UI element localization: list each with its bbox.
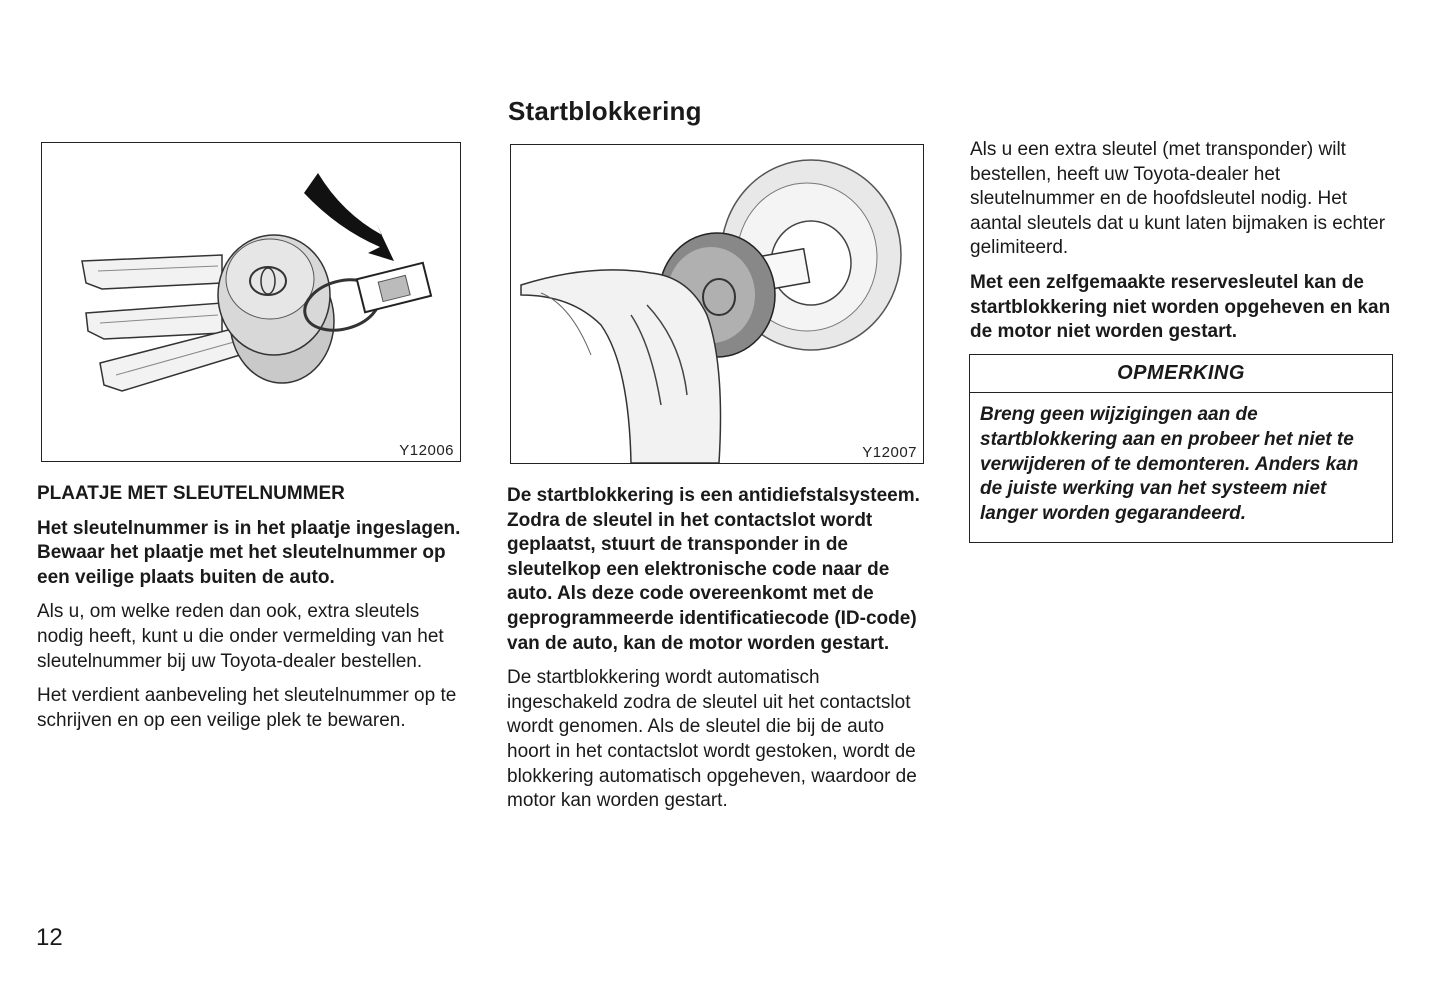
order-key-paragraph: Als u een extra sleutel (met transponder) wilt bestellen, heeft uw Toyota-dealer het sleutelnummer en de hoofdsleutel nodig. Het aantal sleutels dat u kunt laten bijmaken is echter gelimiteerd. [970, 139, 1386, 259]
center-column [507, 484, 932, 824]
immobilizer-bold-paragraph: De startblokkering is een antidiefstalsysteem. Zodra de sleutel in het contactslot wordt geplaatst, stuurt de transponder in de sleutelkop een elektronische code naar de auto. Als deze code overeenkomt met de geprogrammeerde identificatiecode (ID-code) van de auto, kan de motor worden gestart. [507, 485, 920, 654]
immobilizer-paragraph: De startblokkering wordt automatisch ingeschakeld zodra de sleutel uit het contactslot wordt genomen. Als de sleutel die bij de auto hoort in het contactslot wordt gestoken, wordt de blokkering automatisch opgeheven, waardoor de motor kan worden gestart. [507, 667, 917, 812]
section-heading: PLAATJE MET SLEUTELNUMMER [37, 483, 345, 504]
note-text: Breng geen wijzigingen aan de startblokkering aan en probeer het niet te verwijderen of te demonteren. Anders kan de juiste werking van het systeem niet langer worden gegarandeerd. [980, 404, 1359, 525]
key-in-ignition-illustration [511, 145, 923, 463]
advice-paragraph: Het verdient aanbeveling het sleutelnummer op te schrijven en op een veilige plek te bewaren. [37, 685, 457, 731]
left-column [37, 482, 467, 743]
note-title: OPMERKING [970, 355, 1392, 393]
figure-keys [41, 142, 461, 462]
key-plate-bold-paragraph: Het sleutelnummer is in het plaatje ingeslagen. Bewaar het plaatje met het sleutelnummer op een veilige plaats buiten de auto. [37, 517, 461, 588]
spare-key-bold-paragraph: Met een zelfgemaakte reservesleutel kan de startblokkering niet worden opgeheven en kan de motor niet worden gestart. [970, 271, 1391, 343]
note-box [969, 354, 1393, 543]
section-title: Startblokkering [508, 96, 702, 126]
figure-ignition [510, 144, 924, 464]
figure-code: Y12006 [399, 442, 454, 459]
figure-code: Y12007 [862, 444, 917, 461]
extra-keys-paragraph: Als u, om welke reden dan ook, extra sleutels nodig heeft, kunt u die onder vermelding van het sleutelnummer bij uw Toyota-dealer bestellen. [37, 601, 444, 672]
right-column [970, 138, 1395, 355]
keys-with-tag-illustration [42, 143, 460, 461]
page-number: 12 [36, 924, 63, 951]
